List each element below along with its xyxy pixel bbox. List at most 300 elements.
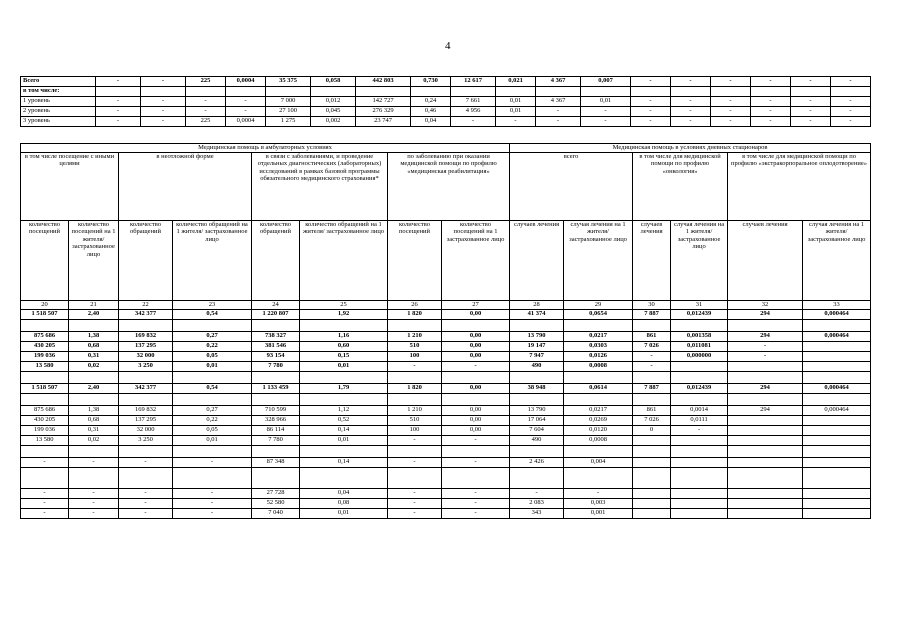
table-cell: [728, 435, 803, 445]
sub-header: в том числе посещение с иными целями: [21, 152, 119, 220]
table-cell: 137 295: [119, 415, 173, 425]
table-cell: 225: [186, 77, 226, 87]
table-cell: [510, 445, 564, 457]
table-cell: 0,0004: [226, 77, 266, 87]
table-cell: 7 000: [266, 97, 311, 107]
table-cell: -: [536, 107, 581, 117]
table-cell: -: [186, 97, 226, 107]
table-cell: -: [751, 107, 791, 117]
row-label: 1 уровень: [21, 97, 96, 107]
table-cell: 0,02: [69, 361, 119, 371]
table-cell: -: [496, 117, 536, 127]
table-cell: -: [831, 117, 871, 127]
table-cell: [442, 371, 510, 383]
table-cell: [226, 87, 266, 97]
table-cell: [388, 467, 442, 488]
table-cell: [671, 435, 728, 445]
table-cell: -: [69, 498, 119, 508]
day-stationary-group-header: Медицинская помощь в условиях дневных стационаров: [510, 144, 871, 153]
table-cell: -: [173, 498, 252, 508]
table-cell: [69, 393, 119, 405]
table-cell: [633, 371, 671, 383]
table-cell: 0,01: [300, 508, 388, 518]
table-cell: -: [451, 117, 496, 127]
table-cell: -: [119, 498, 173, 508]
table-cell: 328 966: [252, 415, 300, 425]
table-cell: [141, 87, 186, 97]
table-cell: 7 887: [633, 309, 671, 319]
table-cell: [356, 87, 411, 97]
table-row: [21, 498, 871, 508]
table-cell: [803, 351, 871, 361]
table-cell: [728, 415, 803, 425]
table-cell: 0,01: [581, 97, 631, 107]
sub-header: в том числе для медицинской помощи по профилю «экстракорпоральное оплодотворение»: [728, 152, 871, 220]
table-cell: [21, 467, 69, 488]
table-cell: -: [186, 107, 226, 117]
table-cell: [252, 467, 300, 488]
table-cell: -: [442, 457, 510, 467]
table-cell: [252, 393, 300, 405]
table-cell: [633, 393, 671, 405]
table-cell: [300, 319, 388, 331]
table-row: [21, 405, 871, 415]
table-cell: 343: [510, 508, 564, 518]
table-cell: [510, 319, 564, 331]
table-cell: 23 747: [356, 117, 411, 127]
table-cell: 0,058: [311, 77, 356, 87]
sub-header: по заболеванию при оказании медицинской помощи по профилю «медицинская реабилитация»: [388, 152, 510, 220]
table-cell: 13 790: [510, 405, 564, 415]
table-row: [21, 331, 871, 341]
top-summary-table: [20, 76, 871, 127]
table-cell: 0,00: [442, 351, 510, 361]
table-cell: [633, 508, 671, 518]
table-cell: [311, 87, 356, 97]
column-number: 24: [252, 300, 300, 309]
table-cell: 3 250: [119, 361, 173, 371]
table-cell: [300, 445, 388, 457]
table-cell: [728, 498, 803, 508]
table-cell: 4 367: [536, 97, 581, 107]
table-cell: 1,38: [69, 405, 119, 415]
table-cell: 100: [388, 351, 442, 361]
table-cell: -: [671, 425, 728, 435]
table-cell: -: [69, 508, 119, 518]
table-cell: [633, 467, 671, 488]
table-cell: -: [388, 457, 442, 467]
table-cell: 0,54: [173, 309, 252, 319]
table-cell: [803, 415, 871, 425]
table-row: [21, 445, 871, 457]
table-cell: [21, 319, 69, 331]
table-cell: [633, 498, 671, 508]
table-cell: 0,00: [442, 309, 510, 319]
table-cell: 0,002: [311, 117, 356, 127]
table-cell: 1,38: [69, 331, 119, 341]
table-cell: [728, 361, 803, 371]
table-cell: 0,012439: [671, 309, 728, 319]
table-cell: 0,007: [581, 77, 631, 87]
table-cell: 19 147: [510, 341, 564, 351]
table-cell: 0,46: [411, 107, 451, 117]
table-cell: [631, 87, 671, 97]
table-cell: [69, 445, 119, 457]
table-cell: 0,0654: [564, 309, 633, 319]
table-cell: 52 580: [252, 498, 300, 508]
table-cell: -: [21, 498, 69, 508]
table-cell: 1,79: [300, 383, 388, 393]
table-cell: [536, 87, 581, 97]
table-cell: 0,01: [173, 435, 252, 445]
column-header: количество посещений: [21, 220, 69, 300]
table-cell: [671, 393, 728, 405]
table-cell: [69, 371, 119, 383]
table-cell: -: [442, 508, 510, 518]
table-cell: 294: [728, 383, 803, 393]
table-cell: [728, 371, 803, 383]
column-header: случаев лечения: [510, 220, 564, 300]
table-cell: -: [633, 351, 671, 361]
table-cell: 0,22: [173, 341, 252, 351]
table-cell: [803, 467, 871, 488]
table-cell: 0,15: [300, 351, 388, 361]
row-label: 3 уровень: [21, 117, 96, 127]
table-cell: [803, 361, 871, 371]
column-header: количество обращений на 1 жителя/ застрахованное лицо: [300, 220, 388, 300]
table-cell: -: [728, 341, 803, 351]
table-cell: -: [388, 435, 442, 445]
table-cell: 13 790: [510, 331, 564, 341]
table-cell: [728, 445, 803, 457]
table-cell: 1 210: [388, 331, 442, 341]
table-cell: -: [173, 457, 252, 467]
table-cell: 137 295: [119, 341, 173, 351]
table-cell: [21, 371, 69, 383]
table-cell: 4 367: [536, 77, 581, 87]
table-cell: [564, 319, 633, 331]
table-cell: [173, 467, 252, 488]
table-cell: 490: [510, 435, 564, 445]
table-cell: 1 133 459: [252, 383, 300, 393]
table-cell: [581, 87, 631, 97]
table-cell: 35 375: [266, 77, 311, 87]
table-cell: -: [791, 107, 831, 117]
table-cell: 7 026: [633, 341, 671, 351]
table-cell: [803, 319, 871, 331]
table-cell: 0,00: [442, 331, 510, 341]
table-cell: -: [119, 457, 173, 467]
table-cell: 294: [728, 405, 803, 415]
table-cell: 0,0217: [564, 405, 633, 415]
table-cell: [728, 508, 803, 518]
table-cell: 0,00: [442, 425, 510, 435]
column-number: 22: [119, 300, 173, 309]
table-cell: 0,00: [442, 415, 510, 425]
table-cell: -: [751, 117, 791, 127]
table-cell: 0,000464: [803, 331, 871, 341]
table-cell: 0,05: [173, 351, 252, 361]
table-cell: [119, 393, 173, 405]
table-cell: 442 803: [356, 77, 411, 87]
table-row: [21, 309, 871, 319]
column-number: 29: [564, 300, 633, 309]
main-data-table: [20, 143, 871, 519]
table-row: [21, 467, 871, 488]
table-cell: -: [141, 117, 186, 127]
table-cell: [671, 445, 728, 457]
column-number: 28: [510, 300, 564, 309]
table-cell: 875 686: [21, 331, 69, 341]
table-row: [21, 361, 871, 371]
table-cell: [564, 393, 633, 405]
table-cell: [633, 457, 671, 467]
table-cell: -: [141, 107, 186, 117]
table-row: [21, 383, 871, 393]
table-cell: [564, 371, 633, 383]
table-row: [21, 393, 871, 405]
table-cell: 1 820: [388, 309, 442, 319]
table-cell: [388, 393, 442, 405]
table-cell: -: [96, 107, 141, 117]
table-cell: [252, 319, 300, 331]
table-cell: -: [173, 508, 252, 518]
column-header: количество обращений: [252, 220, 300, 300]
table-cell: 0,04: [300, 488, 388, 498]
table-cell: 0,27: [173, 331, 252, 341]
table-cell: [442, 467, 510, 488]
table-cell: 0,01: [173, 361, 252, 371]
table-cell: 342 377: [119, 383, 173, 393]
table-cell: [300, 371, 388, 383]
table-cell: [442, 393, 510, 405]
table-cell: 2,40: [69, 383, 119, 393]
table-cell: 169 832: [119, 331, 173, 341]
top-table-row: [21, 87, 871, 97]
table-cell: 3 250: [119, 435, 173, 445]
table-cell: -: [442, 498, 510, 508]
table-cell: -: [631, 77, 671, 87]
table-cell: [803, 425, 871, 435]
table-cell: [803, 488, 871, 498]
table-cell: -: [226, 107, 266, 117]
table-cell: 7 026: [633, 415, 671, 425]
table-cell: 27 728: [252, 488, 300, 498]
table-cell: [388, 445, 442, 457]
table-cell: 0: [633, 425, 671, 435]
table-cell: 7 780: [252, 361, 300, 371]
table-cell: 0,24: [411, 97, 451, 107]
table-cell: -: [633, 361, 671, 371]
column-header: количество обращений: [119, 220, 173, 300]
column-number: 32: [728, 300, 803, 309]
table-cell: 0,04: [411, 117, 451, 127]
table-cell: 276 329: [356, 107, 411, 117]
table-cell: [186, 87, 226, 97]
top-table-row: [21, 117, 871, 127]
table-cell: [173, 445, 252, 457]
table-cell: 861: [633, 331, 671, 341]
table-cell: 12 617: [451, 77, 496, 87]
table-cell: -: [21, 457, 69, 467]
table-cell: 4 956: [451, 107, 496, 117]
table-cell: [564, 445, 633, 457]
column-number: 25: [300, 300, 388, 309]
table-cell: -: [831, 77, 871, 87]
table-cell: [252, 371, 300, 383]
table-cell: 0,27: [173, 405, 252, 415]
row-label: в том числе:: [21, 87, 96, 97]
table-cell: -: [711, 117, 751, 127]
table-cell: [751, 87, 791, 97]
table-cell: 2 426: [510, 457, 564, 467]
table-cell: [803, 457, 871, 467]
table-row: [21, 351, 871, 361]
table-cell: 1 518 507: [21, 309, 69, 319]
table-cell: 1,16: [300, 331, 388, 341]
table-cell: -: [631, 97, 671, 107]
table-cell: -: [96, 77, 141, 87]
table-cell: 0,01: [300, 361, 388, 371]
table-cell: [671, 488, 728, 498]
table-cell: -: [21, 488, 69, 498]
table-cell: [119, 371, 173, 383]
table-cell: [803, 393, 871, 405]
table-cell: 1 518 507: [21, 383, 69, 393]
table-cell: 710 599: [252, 405, 300, 415]
table-cell: -: [751, 97, 791, 107]
table-cell: -: [728, 351, 803, 361]
table-cell: 1 210: [388, 405, 442, 415]
table-cell: [300, 467, 388, 488]
table-cell: 0,021: [496, 77, 536, 87]
table-cell: 0,001: [564, 508, 633, 518]
table-cell: 7 947: [510, 351, 564, 361]
table-cell: [173, 371, 252, 383]
table-cell: -: [442, 488, 510, 498]
table-cell: [21, 445, 69, 457]
table-cell: [510, 393, 564, 405]
table-cell: 86 114: [252, 425, 300, 435]
table-cell: -: [581, 107, 631, 117]
column-header: случая лечения на 1 жителя/ застрахованное лицо: [564, 220, 633, 300]
table-cell: [510, 371, 564, 383]
table-cell: 0,01: [496, 97, 536, 107]
table-cell: [252, 445, 300, 457]
table-cell: [728, 393, 803, 405]
table-cell: [671, 87, 711, 97]
table-cell: 510: [388, 341, 442, 351]
table-cell: -: [96, 97, 141, 107]
table-cell: -: [751, 77, 791, 87]
column-number: 31: [671, 300, 728, 309]
table-cell: 0,08: [300, 498, 388, 508]
table-cell: 0,0008: [564, 435, 633, 445]
table-cell: 0,60: [300, 341, 388, 351]
table-cell: 0,31: [69, 425, 119, 435]
table-cell: 1 820: [388, 383, 442, 393]
table-cell: [21, 393, 69, 405]
table-cell: [791, 87, 831, 97]
sub-header: в связи с заболеваниями, и проведение отдельных диагностических (лабораторных) исследований в рамках базовой программы обязательного медицинского страхования*: [252, 152, 388, 220]
table-cell: [633, 435, 671, 445]
table-cell: 0,045: [311, 107, 356, 117]
table-cell: [671, 498, 728, 508]
column-header: случая лечения на 1 жителя/ застрахованное лицо: [671, 220, 728, 300]
table-cell: 0,01: [496, 107, 536, 117]
table-cell: 861: [633, 405, 671, 415]
column-number: 20: [21, 300, 69, 309]
table-cell: -: [791, 97, 831, 107]
table-row: [21, 319, 871, 331]
table-cell: -: [831, 97, 871, 107]
table-cell: [119, 445, 173, 457]
table-cell: 100: [388, 425, 442, 435]
table-cell: -: [671, 97, 711, 107]
table-cell: 0,0269: [564, 415, 633, 425]
table-cell: 0,012439: [671, 383, 728, 393]
table-cell: -: [173, 488, 252, 498]
table-cell: 0,0004: [226, 117, 266, 127]
table-cell: -: [388, 488, 442, 498]
table-cell: 0,05: [173, 425, 252, 435]
table-cell: 0,001358: [671, 331, 728, 341]
table-cell: 381 546: [252, 341, 300, 351]
table-cell: 0,00: [442, 341, 510, 351]
table-cell: 2 083: [510, 498, 564, 508]
table-cell: -: [442, 435, 510, 445]
table-cell: -: [831, 107, 871, 117]
table-cell: -: [536, 117, 581, 127]
table-cell: 0,01: [300, 435, 388, 445]
table-cell: [728, 457, 803, 467]
table-cell: [510, 467, 564, 488]
table-cell: [96, 87, 141, 97]
table-cell: [442, 319, 510, 331]
table-cell: 0,31: [69, 351, 119, 361]
table-cell: -: [226, 97, 266, 107]
page-number: 4: [445, 40, 451, 52]
column-header: количество обращений на 1 жителя/ застрахованное лицо: [173, 220, 252, 300]
column-header: количество посещений на 1 жителя/ застрахованное лицо: [69, 220, 119, 300]
table-cell: -: [96, 117, 141, 127]
table-cell: 490: [510, 361, 564, 371]
table-cell: 7 661: [451, 97, 496, 107]
table-cell: 17 064: [510, 415, 564, 425]
table-cell: -: [631, 107, 671, 117]
table-cell: [803, 498, 871, 508]
table-cell: 0,0614: [564, 383, 633, 393]
table-cell: 0,0126: [564, 351, 633, 361]
table-cell: 0,011081: [671, 341, 728, 351]
table-cell: 27 100: [266, 107, 311, 117]
table-cell: [803, 371, 871, 383]
table-cell: 7 780: [252, 435, 300, 445]
table-cell: 0,0008: [564, 361, 633, 371]
table-cell: 0,003: [564, 498, 633, 508]
table-cell: -: [791, 117, 831, 127]
table-row: [21, 457, 871, 467]
table-cell: [671, 371, 728, 383]
table-row: [21, 425, 871, 435]
table-cell: 13 580: [21, 435, 69, 445]
table-cell: 87 348: [252, 457, 300, 467]
column-number: 33: [803, 300, 871, 309]
table-cell: [119, 467, 173, 488]
table-cell: 169 832: [119, 405, 173, 415]
table-cell: 0,000000: [671, 351, 728, 361]
table-cell: 0,68: [69, 341, 119, 351]
